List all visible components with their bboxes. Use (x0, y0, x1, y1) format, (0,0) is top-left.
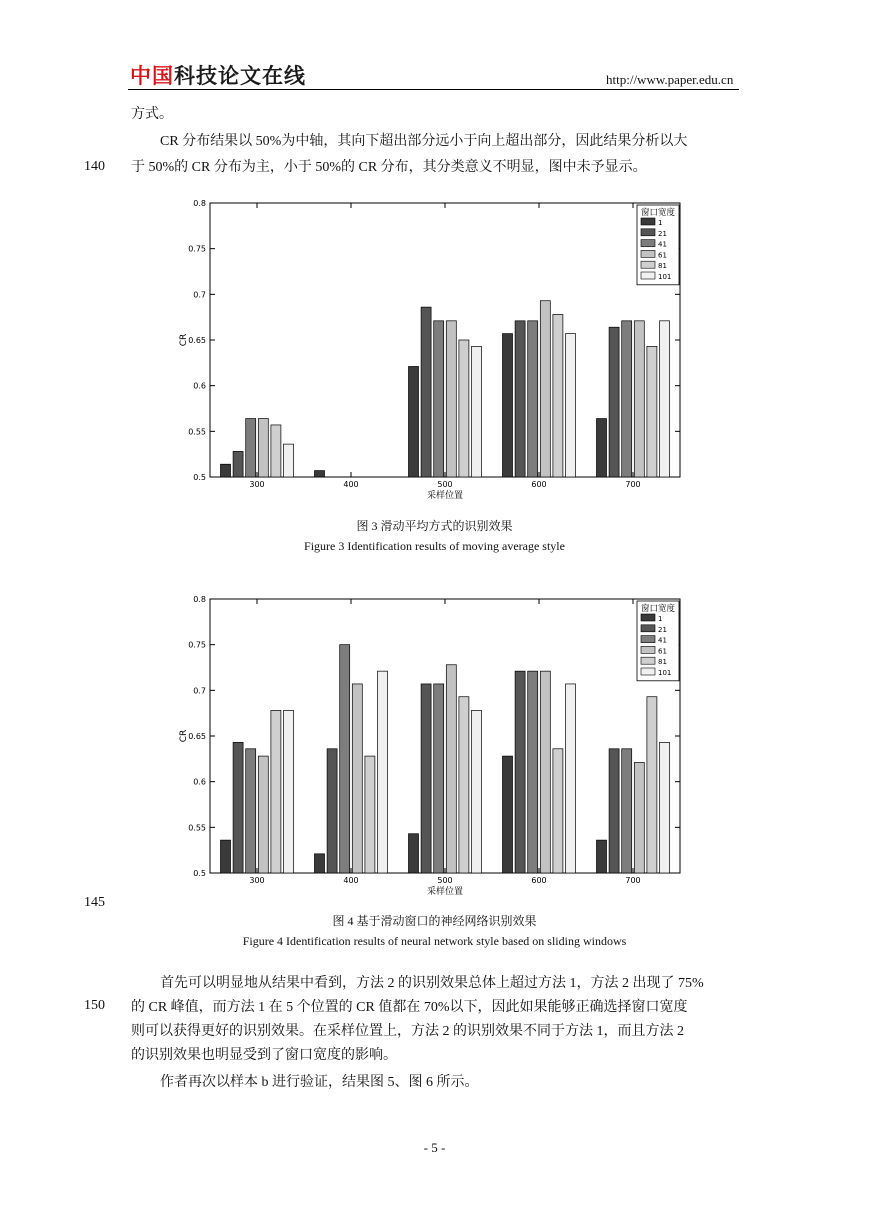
legend-swatch-41 (641, 636, 655, 643)
header-url[interactable]: http://www.paper.edu.cn (606, 72, 734, 87)
para3-line1: 作者再次以样本 b 进行验证，结果图 5、图 6 所示。 (160, 1075, 479, 1090)
line-number-145: 145 (84, 895, 105, 910)
figure3-caption-cn: 图 3 滑动平均方式的识别效果 (356, 519, 513, 533)
y-tick-label: 0.55 (188, 427, 206, 437)
legend-swatch-1 (641, 614, 655, 621)
x-tick-label: 400 (343, 480, 359, 489)
legend-swatch-81 (641, 261, 655, 268)
x-tick-label: 600 (531, 480, 547, 489)
x-tick-label: 300 (249, 876, 265, 885)
y-tick-label: 0.8 (193, 199, 206, 208)
legend-title: 窗口宽度 (640, 208, 676, 218)
legend-label-101: 101 (658, 273, 672, 281)
legend-label-1: 1 (658, 219, 663, 227)
bar-300-41 (246, 749, 256, 873)
legend-label-41: 41 (658, 636, 667, 645)
figure4-chart (168, 591, 708, 899)
journal-logo (130, 60, 306, 90)
para1-line2: 于 50%的 CR 分布为主，小于 50%的 CR 分布，其分类意义不明显，图中未予显示。 (131, 160, 647, 175)
y-tick-label: 0.7 (193, 686, 206, 696)
bar-700-81 (647, 697, 657, 873)
bar-300-81 (271, 710, 281, 873)
legend-label-21: 21 (658, 229, 667, 238)
bar-400-1 (315, 471, 325, 477)
legend-label-81: 81 (658, 658, 667, 667)
bar-500-21 (421, 307, 431, 477)
legend-swatch-101 (641, 668, 655, 675)
bar-600-21 (515, 321, 525, 477)
body-line-0: 方式。 (131, 107, 173, 122)
logo-part-dark: 科技论文在线 (174, 64, 306, 88)
bar-600-81 (553, 314, 563, 477)
x-tick-label: 700 (625, 480, 641, 489)
bar-300-41 (246, 419, 256, 477)
legend-label-61: 61 (658, 251, 667, 260)
x-tick-label: 700 (625, 876, 641, 885)
y-tick-label: 0.55 (188, 823, 206, 833)
bar-400-1 (315, 854, 325, 873)
bar-600-41 (528, 321, 538, 477)
x-tick-label: 400 (343, 876, 359, 885)
bar-500-41 (434, 684, 444, 873)
bar-600-21 (515, 671, 525, 873)
y-tick-label: 0.5 (193, 869, 206, 878)
bar-700-41 (622, 749, 632, 873)
bar-600-101 (566, 334, 576, 477)
bar-400-101 (378, 671, 388, 873)
y-axis-label: CR (179, 333, 189, 347)
y-tick-label: 0.75 (188, 244, 206, 254)
legend-swatch-21 (641, 625, 655, 632)
bar-700-21 (609, 749, 619, 873)
y-tick-label: 0.65 (188, 732, 206, 741)
bar-300-61 (258, 756, 268, 873)
bar-500-101 (472, 710, 482, 873)
y-tick-label: 0.7 (193, 290, 206, 300)
legend-label-21: 21 (658, 625, 667, 634)
y-tick-label: 0.65 (188, 336, 206, 345)
legend-label-41: 41 (658, 240, 667, 249)
bar-600-1 (503, 334, 513, 477)
bar-600-101 (566, 684, 576, 873)
bar-500-1 (409, 834, 419, 873)
legend-label-101: 101 (658, 669, 672, 677)
bar-400-81 (365, 756, 375, 873)
bar-700-21 (609, 327, 619, 477)
bar-500-41 (434, 321, 444, 477)
bar-300-1 (221, 840, 231, 873)
page-number: - 5 - (423, 1140, 446, 1155)
bar-500-61 (446, 321, 456, 477)
para2-line2: 的 CR 峰值，而方法 1 在 5 个位置的 CR 值都在 70%以下，因此如果能够正确选择窗口宽度 (131, 1000, 688, 1015)
bar-300-21 (233, 451, 243, 477)
line-number-140: 140 (84, 159, 105, 174)
y-tick-label: 0.6 (193, 777, 206, 787)
legend-swatch-21 (641, 229, 655, 236)
bar-400-21 (327, 749, 337, 873)
bar-700-61 (634, 762, 644, 873)
legend-label-61: 61 (658, 647, 667, 656)
bar-700-1 (597, 840, 607, 873)
logo-part-red: 中国 (130, 64, 174, 88)
legend-swatch-41 (641, 240, 655, 247)
x-tick-label: 600 (531, 876, 547, 885)
bar-700-101 (660, 321, 670, 477)
legend-label-1: 1 (658, 615, 663, 623)
y-tick-label: 0.75 (188, 640, 206, 650)
bar-300-21 (233, 742, 243, 873)
bar-700-81 (647, 346, 657, 477)
bar-300-61 (258, 419, 268, 477)
bar-300-101 (284, 444, 294, 477)
bar-700-101 (660, 742, 670, 873)
legend-swatch-81 (641, 657, 655, 664)
para1-line1: CR 分布结果以 50%为中轴，其向下超出部分远小于向上超出部分，因此结果分析以大 (160, 134, 688, 149)
y-tick-label: 0.5 (193, 473, 206, 482)
legend-title: 窗口宽度 (640, 604, 676, 614)
figure3-caption-en: Figure 3 Identification results of moving average style (304, 539, 565, 553)
legend-swatch-61 (641, 250, 655, 257)
x-axis-label: 采样位置 (426, 887, 464, 897)
bar-300-1 (221, 464, 231, 477)
y-tick-label: 0.8 (193, 595, 206, 604)
bar-300-101 (284, 710, 294, 873)
x-tick-label: 300 (249, 480, 265, 489)
bar-600-61 (540, 671, 550, 873)
figure4-caption-cn: 图 4 基于滑动窗口的神经网络识别效果 (332, 914, 537, 928)
legend-swatch-1 (641, 218, 655, 225)
bar-500-1 (409, 366, 419, 477)
header-rule (128, 89, 739, 90)
x-axis-label: 采样位置 (426, 491, 464, 501)
bar-500-61 (446, 665, 456, 873)
legend-label-81: 81 (658, 262, 667, 271)
bar-700-41 (622, 321, 632, 477)
figure3-chart (168, 195, 708, 503)
line-number-150: 150 (84, 998, 105, 1013)
bar-600-1 (503, 756, 513, 873)
bar-500-21 (421, 684, 431, 873)
bar-500-81 (459, 697, 469, 873)
bar-700-1 (597, 419, 607, 477)
y-tick-label: 0.6 (193, 381, 206, 391)
x-tick-label: 500 (437, 480, 453, 489)
x-tick-label: 500 (437, 876, 453, 885)
bar-400-41 (340, 645, 350, 873)
bar-600-61 (540, 301, 550, 477)
bar-600-41 (528, 671, 538, 873)
figure4-caption-en: Figure 4 Identification results of neural network style based on sliding windows (242, 934, 627, 948)
bar-500-81 (459, 340, 469, 477)
bar-500-101 (472, 346, 482, 477)
bar-700-61 (634, 321, 644, 477)
legend-swatch-101 (641, 272, 655, 279)
legend-swatch-61 (641, 646, 655, 653)
para2-line4: 的识别效果也明显受到了窗口宽度的影响。 (131, 1048, 397, 1063)
para2-line1: 首先可以明显地从结果中看到，方法 2 的识别效果总体上超过方法 1，方法 2 出现了 75% (160, 976, 704, 991)
bar-600-81 (553, 749, 563, 873)
bar-300-81 (271, 425, 281, 477)
bar-400-61 (352, 684, 362, 873)
para2-line3: 则可以获得更好的识别效果。在采样位置上，方法 2 的识别效果不同于方法 1，而且方法 2 (131, 1024, 684, 1039)
y-axis-label: CR (179, 729, 189, 743)
